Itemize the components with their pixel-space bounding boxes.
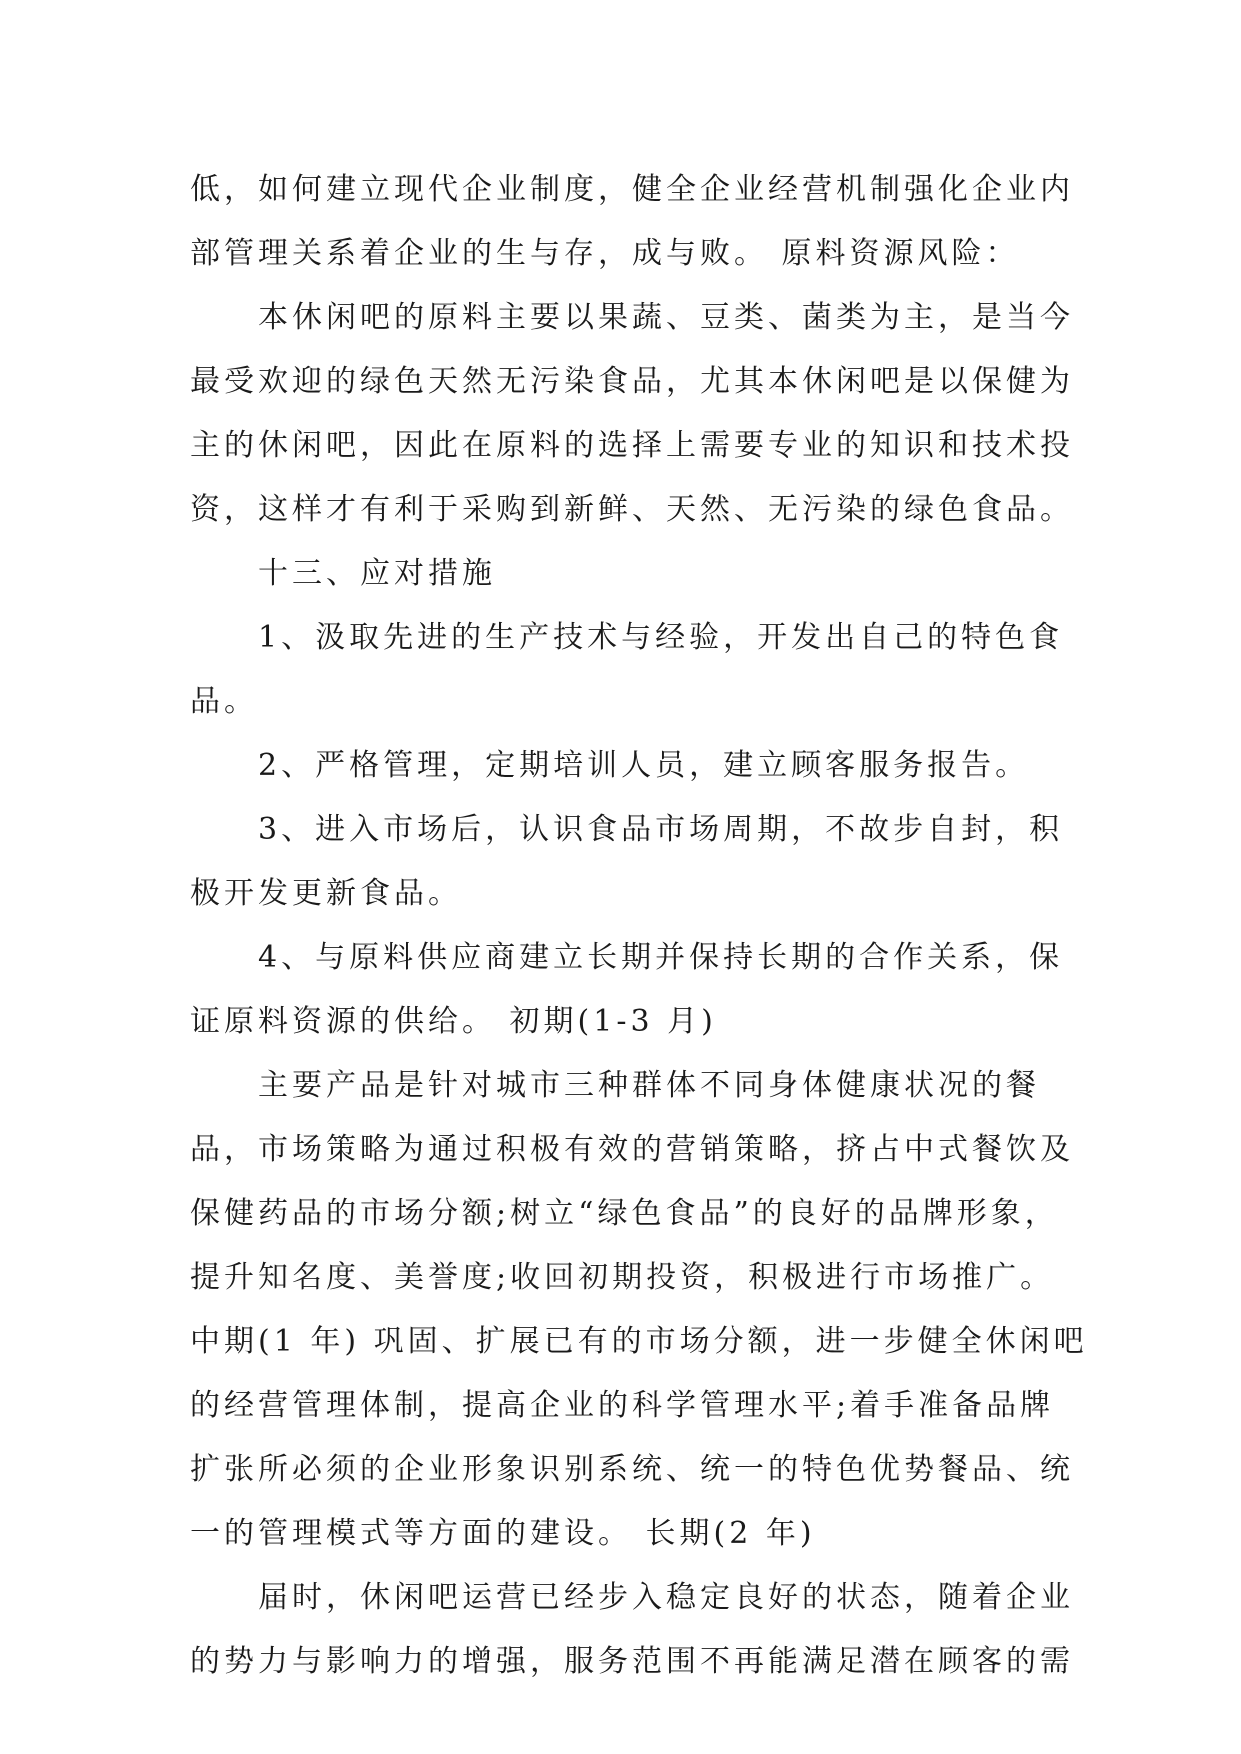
text-line: 保健药品的市场分额;树立“绿色食品”的良好的品牌形象，	[190, 1196, 1059, 1231]
text-line: 本休闲吧的原料主要以果蔬、豆类、菌类为主，是当今	[190, 300, 1074, 335]
text-line: 1、汲取先进的生产技术与经验，开发出自己的特色食	[190, 620, 1064, 655]
document-body	[190, 158, 1088, 1694]
text-line: 低，如何建立现代企业制度，健全企业经营机制强化企业内	[190, 172, 1074, 207]
text-line: 品，市场策略为通过积极有效的营销策略，挤占中式餐饮及	[190, 1132, 1074, 1167]
text-line: 的势力与影响力的增强，服务范围不再能满足潜在顾客的需	[190, 1644, 1074, 1679]
text-line: 资，这样才有利于采购到新鲜、天然、无污染的绿色食品。	[190, 492, 1074, 527]
text-line: 主要产品是针对城市三种群体不同身体健康状况的餐	[190, 1068, 1040, 1103]
text-line: 4、与原料供应商建立长期并保持长期的合作关系，保	[190, 940, 1064, 975]
text-line: 2、严格管理，定期培训人员，建立顾客服务报告。	[190, 748, 1030, 783]
text-line: 十三、应对措施	[190, 556, 496, 591]
text-line: 届时，休闲吧运营已经步入稳定良好的状态，随着企业	[190, 1580, 1074, 1615]
text-line: 品。	[190, 684, 258, 719]
text-line: 扩张所必须的企业形象识别系统、统一的特色优势餐品、统	[190, 1452, 1074, 1487]
text-line: 3、进入市场后，认识食品市场周期，不故步自封，积	[190, 812, 1064, 847]
text-line: 证原料资源的供给。 初期(1-3 月)	[190, 1004, 717, 1039]
text-line: 主的休闲吧，因此在原料的选择上需要专业的知识和技术投	[190, 428, 1074, 463]
text-line: 提升知名度、美誉度;收回初期投资，积极进行市场推广。	[190, 1260, 1055, 1295]
text-line: 一的管理模式等方面的建设。 长期(2 年)	[190, 1516, 816, 1551]
text-line: 中期(1 年) 巩固、扩展已有的市场分额，进一步健全休闲吧	[190, 1324, 1088, 1359]
text-line: 部管理关系着企业的生与存，成与败。 原料资源风险：	[190, 236, 1020, 271]
text-line: 最受欢迎的绿色天然无污染食品，尤其本休闲吧是以保健为	[190, 364, 1074, 399]
text-line: 极开发更新食品。	[190, 876, 462, 911]
text-line: 的经营管理体制，提高企业的科学管理水平;着手准备品牌	[190, 1388, 1055, 1423]
